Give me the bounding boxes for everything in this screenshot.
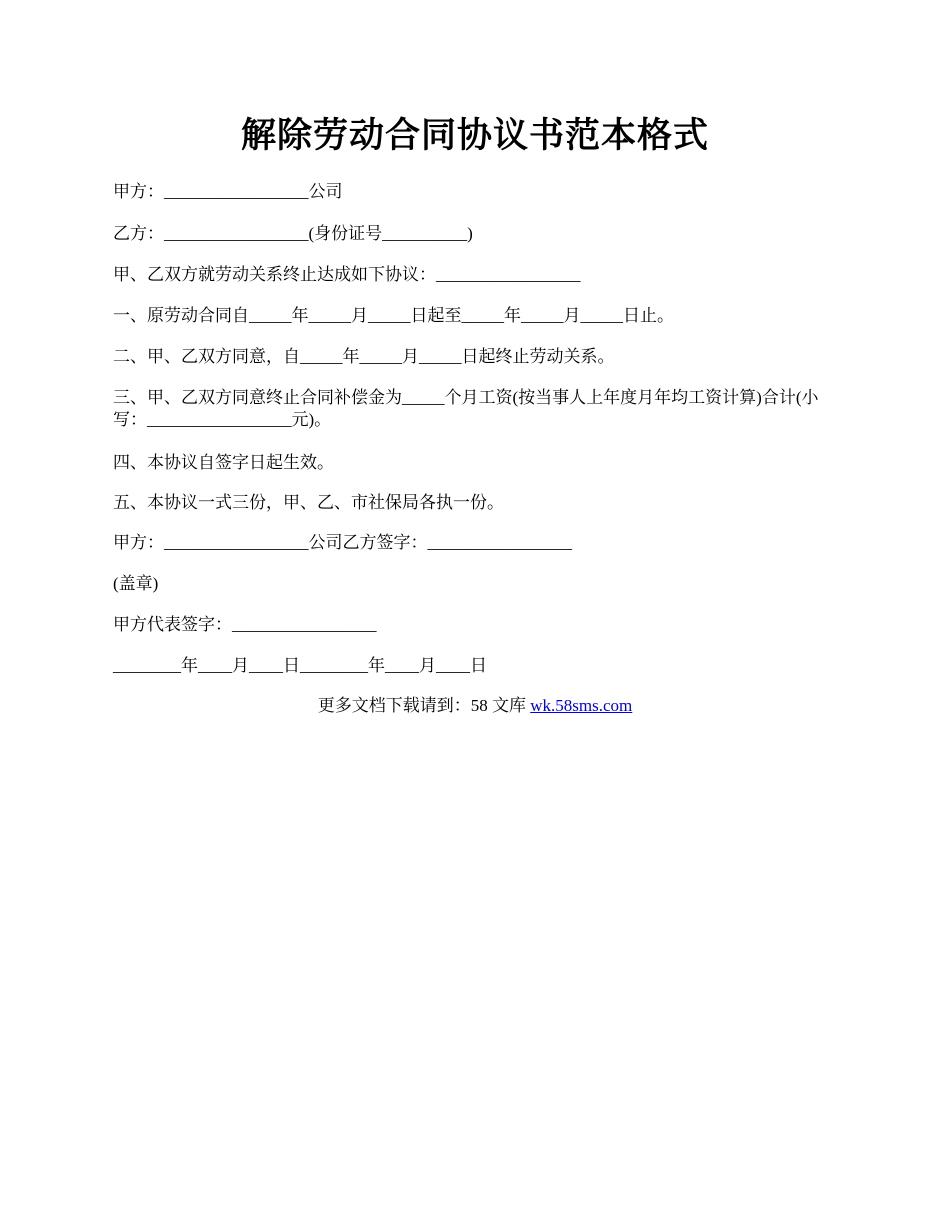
footer-link[interactable]: wk.58sms.com: [530, 696, 633, 715]
clause-5: 五、本协议一式三份，甲、乙、市社保局各执一份。: [113, 493, 504, 512]
representative-signature-line: 甲方代表签字：_________________: [113, 615, 377, 634]
clause-3: 三、甲、乙双方同意终止合同补偿金为_____个月工资(按当事人上年度月年均工资计算)合计(小写：_________________元)。: [113, 388, 819, 429]
footer: [0, 695, 950, 717]
signature-line: 甲方：_________________公司乙方签字：_________________: [113, 533, 572, 552]
date-line: ________年____月____日________年____月____日: [113, 656, 487, 675]
clause-2: 二、甲、乙双方同意，自_____年_____月_____日起终止劳动关系。: [113, 347, 615, 366]
clause-4: 四、本协议自签字日起生效。: [113, 453, 334, 472]
clause-1: 一、原劳动合同自_____年_____月_____日起至_____年_____月_____日止。: [113, 306, 674, 325]
seal-line: (盖章): [113, 574, 159, 593]
party-b-line: 乙方：_________________(身份证号__________): [113, 224, 473, 243]
agreement-intro-line: 甲、乙双方就劳动关系终止达成如下协议：_________________: [113, 265, 581, 284]
document-title: 解除劳动合同协议书范本格式: [240, 115, 709, 156]
party-a-line: 甲方：_________________公司: [113, 182, 343, 201]
footer-text: 更多文档下载请到：58 文库: [317, 696, 531, 715]
